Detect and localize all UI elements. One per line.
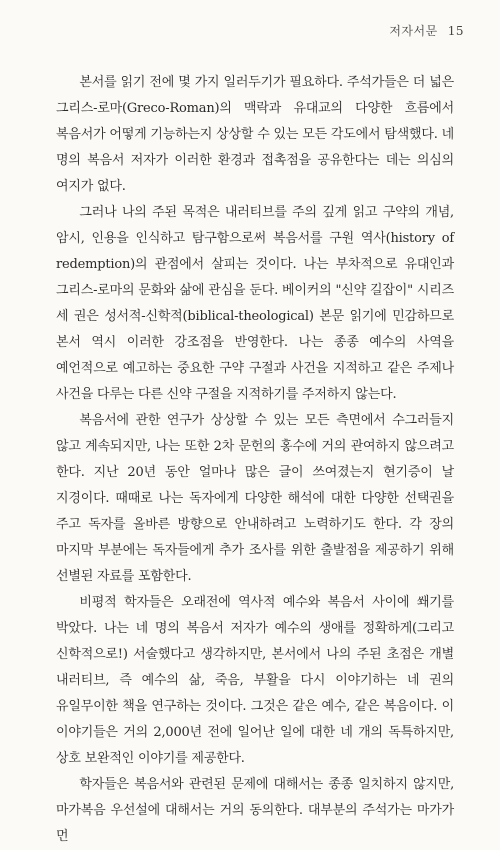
- paragraph-3: 복음서에 관한 연구가 상상할 수 있는 모든 측면에서 수그러들지 않고 계속되지만, 나는 또한 2차 문헌의 홍수에 거의 관여하지 않으려고 한다. 지난 20년 동안 얼마나 많은 글이 쓰여졌는지 현기증이 날 지경이다. 때때로 나는 독자에게 다양한 해석에 대한 다양한 선택권을 주고 독자를 올바른 방향으로 안내하려고 노력하기도 한다. 각 장의 마지막 부분에는 독자들에게 추가 조사를 위한 출발점을 제공하기 위해 선별된 자료를 포함한다.: [56, 413, 454, 584]
- paragraph-1: 본서를 읽기 전에 몇 가지 일러두기가 필요하다. 주석가들은 더 넓은 그리스-로마(Greco-Roman)의 맥락과 유대교의 다양한 흐름에서 복음서가 어떻게 기능하는지 상상할 수 있는 모든 각도에서 탐색했다. 네 명의 복음서 저자가 이러한 환경과 접촉점을 공유한다는 데는 의심의 여지가 없다.: [56, 75, 454, 194]
- paragraph-2: 그러나 나의 주된 목적은 내러티브를 주의 깊게 읽고 구약의 개념, 암시, 인용을 인식하고 탐구함으로써 복음서를 구원 역사(history of redemption)의 관점에서 살피는 것이다. 나는 부차적으로 유대인과 그리스-로마의 문화와 삶에 관심을 둔다. 베이커의 "신약 길잡이" 시리즈 세 권은 성서적-신학적(biblical-theological) 본문 읽기에 민감하므로 본서 역시 이러한 강조점을 반영한다. 나는 종종 예수의 사역을 예언적으로 예고하는 중요한 구약 구절과 사건을 지적하고 같은 주제나 사건을 다루는 다른 신약 구절을 지적하기를 주저하지 않는다.: [56, 205, 454, 402]
- running-head-section: 저자서문: [389, 24, 438, 38]
- page-number: 15: [447, 24, 464, 38]
- running-head: [389, 22, 464, 39]
- body-text: [56, 70, 454, 850]
- paragraph-4: 비평적 학자들은 오래전에 역사적 예수와 복음서 사이에 쐐기를 박았다. 나는 네 명의 복음서 저자가 예수의 생애를 정확하게(그리고 신학적으로!) 서술했다고 생각하지만, 본서에서 나의 주된 초점은 개별 내러티브, 즉 예수의 삶, 죽음, 부활을 다시 이야기하는 네 권의 유일무이한 책을 연구하는 것이다. 그것은 같은 예수, 같은 복음이다. 이 이야기들은 거의 2,000년 전에 일어난 일에 대한 네 개의 독특하지만, 상호 보완적인 이야기를 제공한다.: [56, 595, 454, 766]
- paragraph-5: 학자들은 복음서와 관련된 문제에 대해서는 종종 일치하지 않지만, 마가복음 우선설에 대해서는 거의 동의한다. 대부분의 주석가는 마가가 먼: [56, 777, 455, 844]
